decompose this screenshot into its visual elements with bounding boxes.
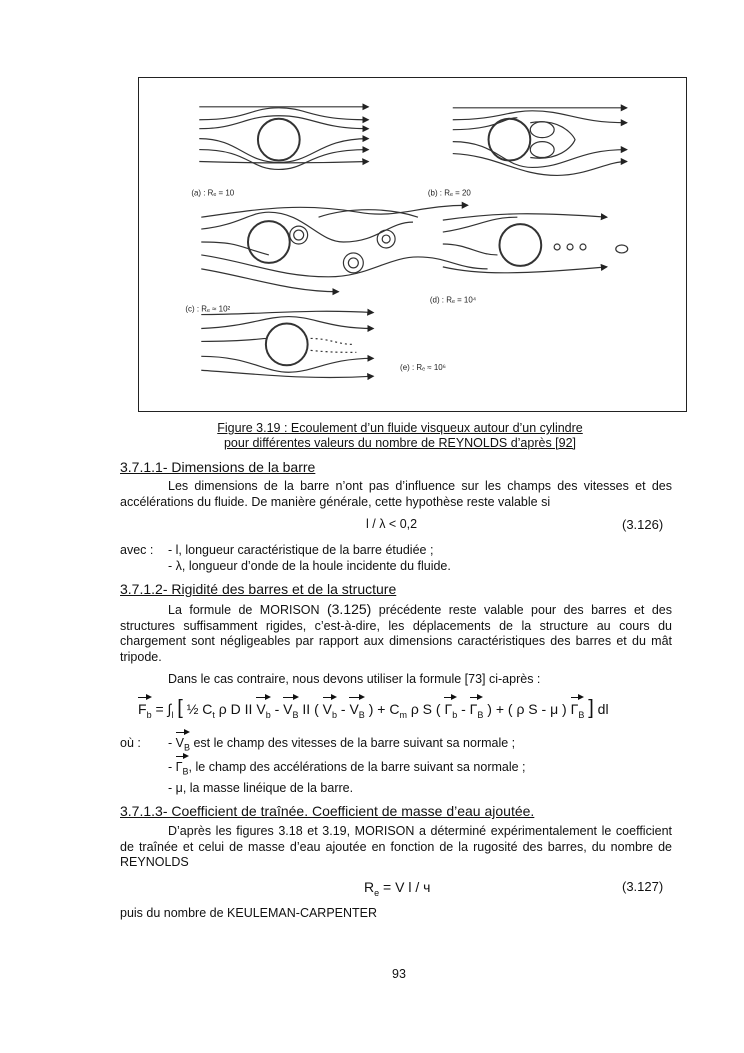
page-number: 93 — [392, 967, 406, 981]
flow-diagram — [139, 78, 686, 411]
panel-c — [201, 205, 487, 291]
avec-label: avec : — [120, 543, 154, 557]
figure-caption-line1: Figure 3.19 : Ecoulement d’un fluide visqueux autour d’un cylindre — [217, 421, 583, 435]
figure-caption-line2: pour différentes valeurs du nombre de REYNOLDS d’après [92] — [223, 436, 577, 450]
list-item: - $\Gamma_B$, le champ des accélérations de la barre suivant sa normale ; — [168, 760, 526, 777]
equation-3-127: $R_e = V$ l / ч — [364, 879, 431, 898]
equation-3-126: l / λ < 0,2 — [366, 517, 418, 531]
panel-b — [453, 108, 627, 176]
equation-number: (3.126) — [622, 517, 664, 532]
list-item: - l, longueur caractéristique de la barre étudiée ; — [168, 543, 434, 557]
label-c: (c) : Rₑ ≈ 10² — [185, 304, 231, 314]
label-e: (e) : Rₑ ≈ 10⁶ — [400, 363, 446, 373]
morison-formula: $F_b = \int_l$ [ ½ $C_t$ ρ D II $V_b - V_B$ II ( $V_b - V_B$ ) + $C_m$ ρ S ( $\Gamma_b - \Gamma_B$ ) + ( ρ S - μ ) $\Gamma_B$ ] dl — [138, 697, 609, 720]
list-item: - $V_B$ est le champ des vitesses de la barre suivant sa normale ; — [168, 736, 516, 753]
label-b: (b) : Rₑ = 20 — [427, 188, 471, 198]
section-paragraph: Dans le cas contraire, nous devons utiliser la formule [73] ci-après : — [168, 672, 541, 686]
section-paragraph: La formule de MORISON (3.125) précédente reste valable pour des barres et des structures suffisamment rigides, c’est-à-dire, les déplacements de la structure au cours du chargement sont négligeables par rapport aux dimensions caractéristiques des barres et du mât tripode. — [120, 601, 672, 664]
flow-figure — [138, 77, 687, 412]
section-heading-3-7-1-1: 3.7.1.1- Dimensions de la barre — [120, 459, 316, 475]
section-heading-3-7-1-2: 3.7.1.2- Rigidité des barres et de la structure — [120, 581, 397, 597]
label-d: (d) : Rₑ = 10⁴ — [429, 295, 477, 305]
ou-label: où : — [120, 736, 141, 750]
section-paragraph: Les dimensions de la barre n’ont pas d’influence sur les champs des vitesses et des accélérations du fluide. De manière générale, cette hypothèse reste valable si — [120, 479, 672, 509]
panel-e — [201, 311, 373, 377]
panel-a — [199, 107, 368, 170]
label-a: (a) : Rₑ = 10 — [191, 188, 235, 198]
list-item: - λ, longueur d’onde de la houle incidente du fluide. — [168, 559, 451, 573]
equation-number: (3.127) — [622, 879, 664, 894]
section-paragraph: D’après les figures 3.18 et 3.19, MORISON a déterminé expérimentalement le coefficient de traînée et celui de masse d’eau ajoutée en fonction de la rugosité des barres, du nombre de REYNOLDS — [120, 824, 672, 870]
section-heading-3-7-1-3: 3.7.1.3- Coefficient de traînée. Coefficient de masse d’eau ajoutée. — [120, 803, 535, 819]
paragraph-line: puis du nombre de KEULEMAN-CARPENTER — [120, 906, 378, 920]
list-item: - μ, la masse linéique de la barre. — [168, 781, 354, 795]
panel-d — [443, 214, 628, 273]
